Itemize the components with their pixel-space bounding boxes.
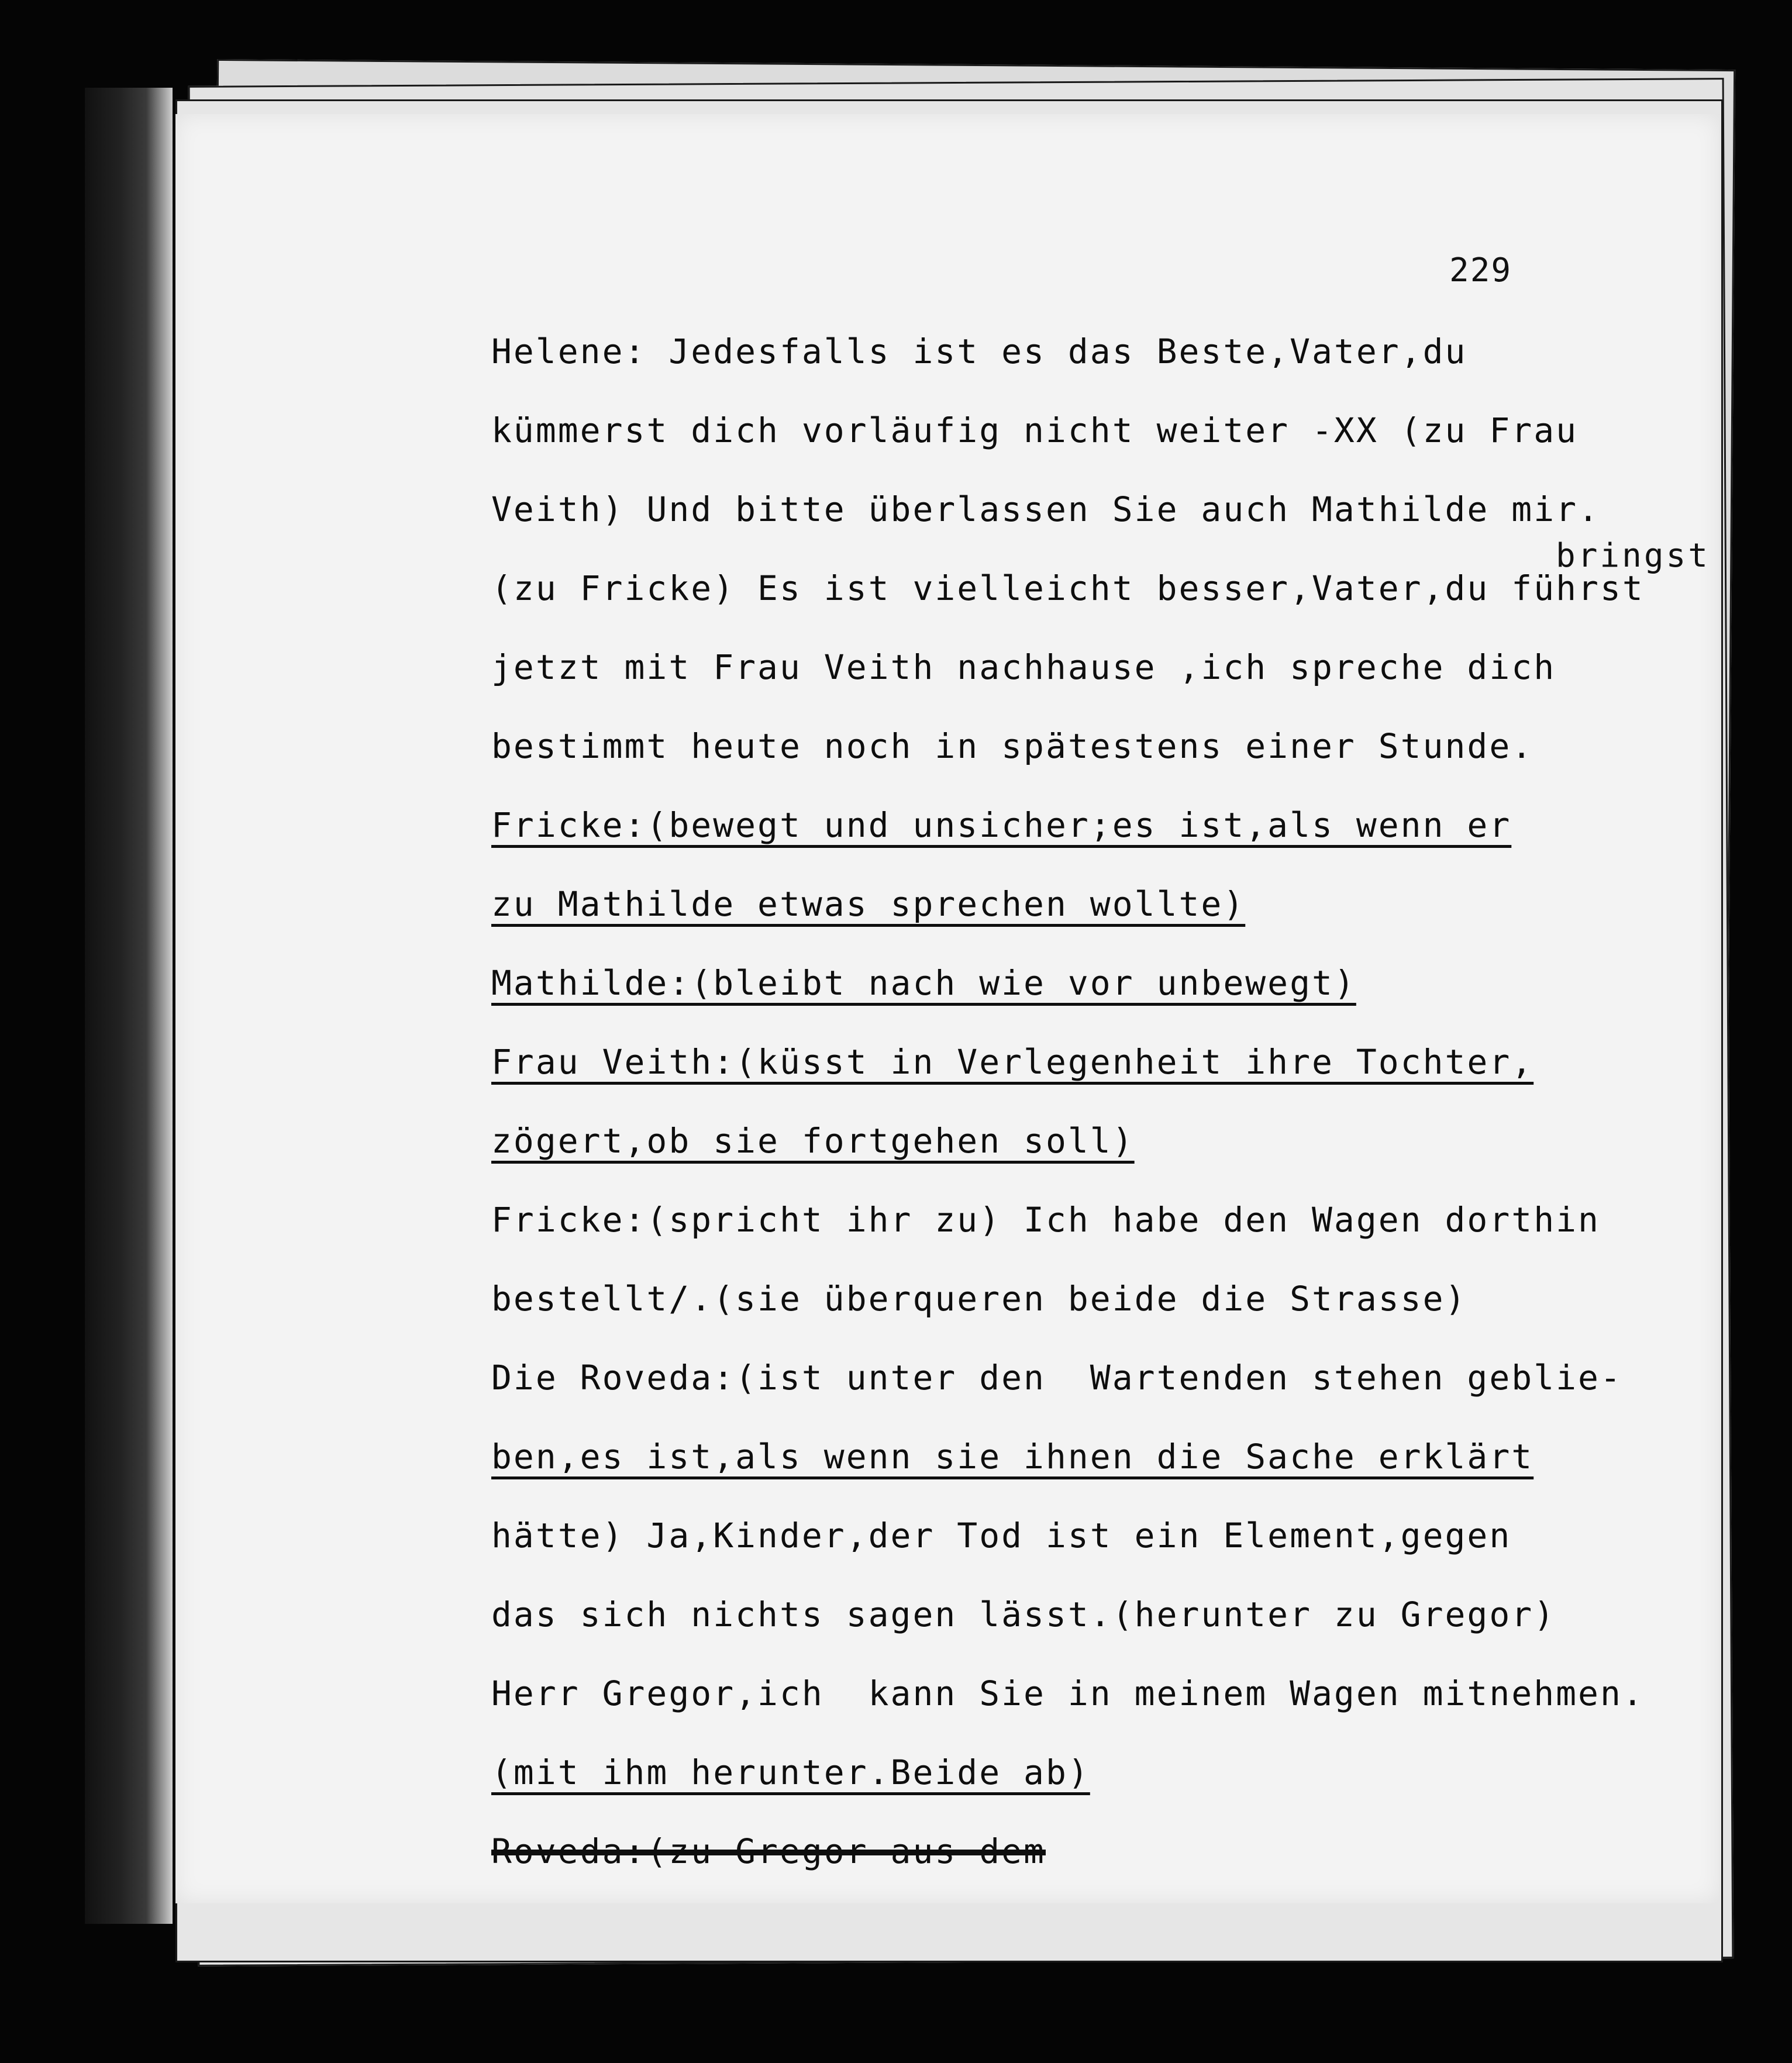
- text-line: jetzt mit Frau Veith nachhause ,ich spreche dich: [491, 647, 1556, 687]
- text-line: (zu Fricke) Es ist vielleicht besser,Vater,du führst: [491, 568, 1645, 608]
- text-line: (mit ihm herunter.Beide ab): [491, 1752, 1090, 1792]
- text-line: Mathilde:(bleibt nach wie vor unbewegt): [491, 963, 1356, 1003]
- text-line: kümmerst dich vorläufig nicht weiter -XX (zu Frau: [491, 410, 1579, 450]
- text-line: Veith) Und bitte überlassen Sie auch Mathilde mir.: [491, 489, 1600, 529]
- text-line: zögert,ob sie fortgehen soll): [491, 1121, 1135, 1161]
- text-line: bestellt/.(sie überqueren beide die Strasse): [491, 1279, 1467, 1319]
- text-line: Herr Gregor,ich kann Sie in meinem Wagen mitnehmen.: [491, 1674, 1645, 1713]
- text-line: das sich nichts sagen lässt.(herunter zu Gregor): [491, 1595, 1556, 1634]
- text-line: Fricke:(bewegt und unsicher;es ist,als wenn er: [491, 805, 1512, 845]
- text-line: Die Roveda:(ist unter den Wartenden stehen geblie-: [491, 1358, 1622, 1398]
- struck-text-line: Roveda:(zu Gregor aus dem: [491, 1831, 1046, 1871]
- text-line: Helene: Jedesfalls ist es das Beste,Vater,du: [491, 332, 1467, 371]
- interlinear-insertion: bringst: [1556, 537, 1711, 575]
- text-line: hätte) Ja,Kinder,der Tod ist ein Element,gegen: [491, 1516, 1512, 1555]
- paper-stack-edge: [85, 88, 173, 1924]
- text-line: Frau Veith:(küsst in Verlegenheit ihre Tochter,: [491, 1042, 1534, 1082]
- page-number: 229: [1449, 251, 1512, 289]
- text-line: bestimmt heute noch in spätestens einer Stunde.: [491, 726, 1534, 766]
- text-line: Fricke:(spricht ihr zu) Ich habe den Wagen dorthin: [491, 1200, 1600, 1240]
- text-line: ben,es ist,als wenn sie ihnen die Sache erklärt: [491, 1437, 1534, 1476]
- text-line: zu Mathilde etwas sprechen wollte): [491, 884, 1246, 924]
